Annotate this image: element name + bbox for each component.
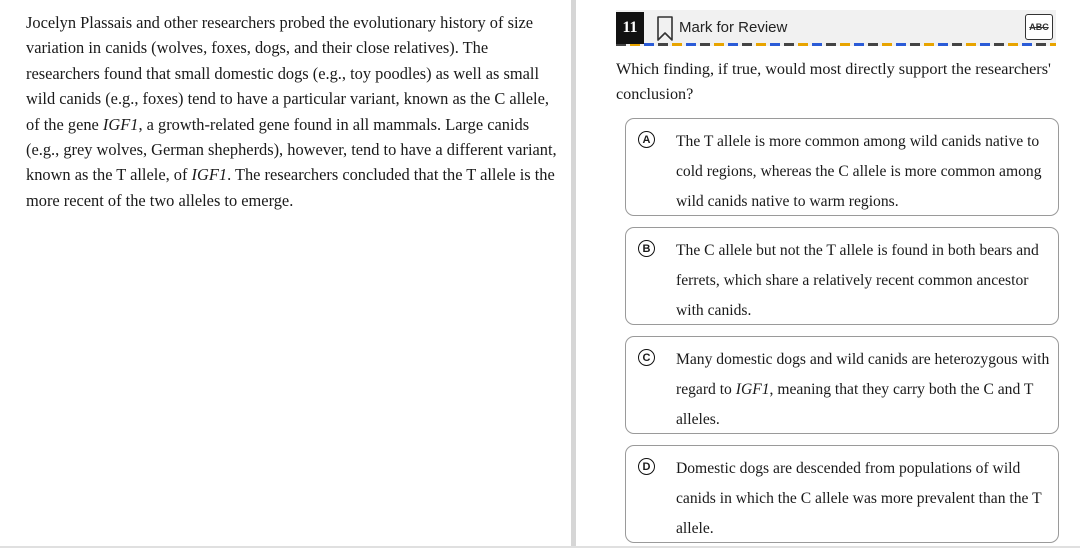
bottom-divider [0,546,1080,548]
question-number: 11 [616,12,644,44]
question-pane [576,0,1080,546]
bookmark-icon[interactable] [656,16,674,42]
gene-name: IGF1 [191,165,228,185]
choice-text-a: The T allele is more common among wild canids native to cold regions, whereas the C allele is more common among wild canids native to warm regions. [676,133,1042,210]
choice-d[interactable] [625,445,1059,543]
choice-letter-b: B [638,240,655,257]
choice-text-d: Domestic dogs are descended from populations of wild canids in which the C allele was more prevalent than the T allele. [676,460,1042,537]
choice-a[interactable] [625,118,1059,216]
choice-c[interactable] [625,336,1059,434]
choice-letter-c: C [638,349,655,366]
question-stem: Which finding, if true, would most directly support the researchers' conclusion? [616,60,1051,103]
header-dashed-rule [616,43,1056,46]
choice-b[interactable] [625,227,1059,325]
choice-letter-d: D [638,458,655,475]
choice-letter-a: A [638,131,655,148]
choice-text-segment: Many domestic dogs and wild canids are heterozygous with regard to [676,351,1050,398]
gene-name: IGF1 [735,380,770,398]
choice-text-segment: , meaning that they carry both the C and T alleles. [676,380,1034,428]
mark-for-review-button[interactable]: Mark for Review [679,19,788,36]
answer-eliminator-button[interactable]: ABC [1025,14,1053,40]
passage-segment: Jocelyn Plassais and other researchers probed the evolutionary history of size variation in canids (wolves, foxes, dogs, and their close relatives). The researchers found that small domestic dogs (e.g., toy poodles) as well as small wild canids (e.g., foxes) tend to have a particular variant, known as the C allele, of the gene [26,13,549,134]
choice-text-c [676,345,1058,434]
passage-text [26,10,562,213]
passage-segment: . The researchers concluded that the T allele is the more recent of the two alleles to emerge. [26,165,555,210]
choice-text-b: The C allele but not the T allele is found in both bears and ferrets, which share a relatively recent common ancestor with canids. [676,242,1039,319]
gene-name: IGF1 [102,114,139,134]
passage-segment: , a growth-related gene found in all mammals. Large canids (e.g., grey wolves, German shepherds), however, tend to have a different variant, known as the T allele, of [26,114,557,185]
